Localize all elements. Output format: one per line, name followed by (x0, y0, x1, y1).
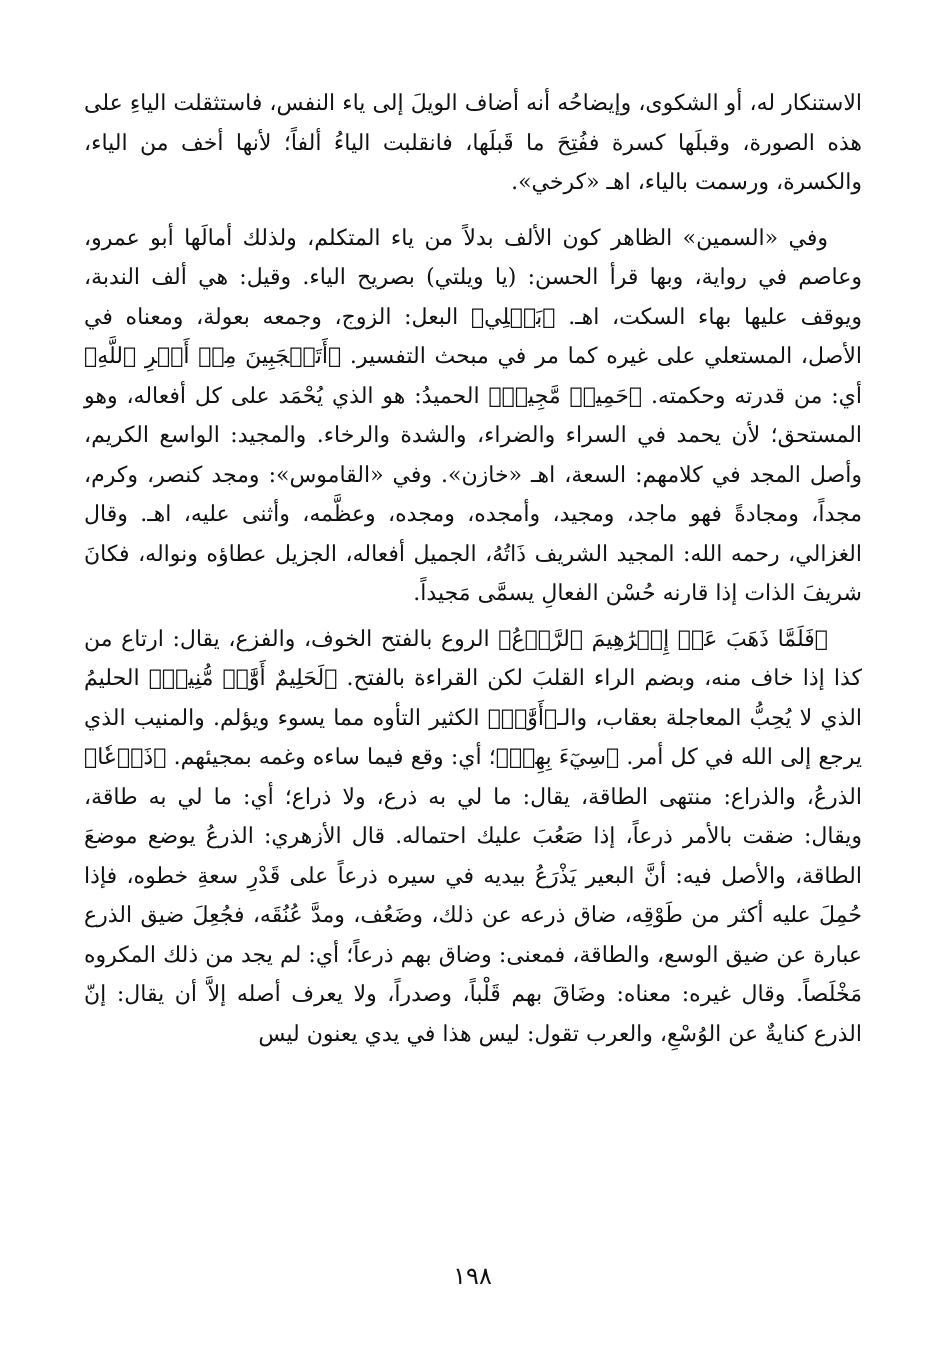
paragraph-3: ﴿فَلَمَّا ذَهَبَ عَنۡ إِبۡرَٰهِيمَ ٱلرَّوۡعُ﴾ الروع بالفتح الخوف، والفزع، يقال: ارتاع من كذا إذا خاف منه، وبضم الراء القلبَ لكن القراءة بالفتح. ﴿لَحَلِيمٌ أَوَّٰهٞ مُّنِيبٞ﴾ الحليمُ الذي لا يُحِبُّ المعاجلة بعقاب، والـ﴿أَوَّٰهٞ﴾ الكثير التأوه مما يسوء ويؤلم. والمنيب الذي يرجع إلى الله في كل أمر. ﴿سِيٓءَ بِهِمۡ﴾؛ أي: وقع فيما ساءه وغمه بمجيئهم. ﴿ذَرۡعٗا﴾ الذرعُ، والذراع: منتهى الطاقة، يقال: ما لي به ذرع، ولا ذراع؛ أي: ما لي به طاقة، ويقال: ضقت بالأمر ذرعاً، إذا صَعُبَ عليك احتماله. قال الأزهري: الذرعُ يوضع موضعَ الطاقة، والأصل فيه: أنَّ البعير يَذْرَعُ بيديه في سيره ذرعاً على قَدْرِ سعةِ خطوه، فإذا حُمِلَ عليه أكثر من طَوْقِه، ضاق ذرعه عن ذلك، وضَعُف، ومدَّ عُنُقَه، فجُعِلَ ضيق الذرع عبارة عن ضيق الوسع، والطاقة، فمعنى: وضاق بهم ذرعاً؛ أي: لم يجد من ذلك المكروه مَخْلَصاً. وقال غيره: معناه: وضَاقَ بهم قَلْباً، وصدراً، ولا يعرف أصله إلاَّ أن يقال: إنّ الذرع كنايةٌ عن الوُسْعِ، والعرب تقول: ليس هذا في يدي يعنون ليس (84, 626, 862, 1047)
paragraph-2: وفي «السمين» الظاهر كون الألف بدلاً من ياء المتكلم، ولذلك أمالَها أبو عمرو، وعاصم في رواية، وبها قرأ الحسن: (يا ويلتي) بصريح الياء. وقيل: هي ألف الندبة، ويوقف عليها بهاء السكت، اهـ. ﴿بَعۡلِي﴾ البعل: الزوج، وجمعه بعولة، ومعناه في الأصل، المستعلي على غيره كما مر في مبحث التفسير. ﴿أَتَعۡجَبِينَ مِنۡ أَمۡرِ ٱللَّهِ﴾ أي: من قدرته وحكمته. ﴿حَمِيدٞ مَّجِيدٞ﴾ الحميدُ: هو الذي يُحْمَد على كل أفعاله، وهو المستحق؛ لأن يحمد في السراء والضراء، والشدة والرخاء. والمجيد: الواسع الكريم، وأصل المجد في كلامهم: السعة، اهـ «خازن». وفي «القاموس»: ومجد كنصر، وكرم، مجداً، ومجادةً فهو ماجد، ومجيد، وأمجده، ومجده، وعظَّمه، وأثنى عليه، اهـ. وقال الغزالي، رحمه الله: المجيد الشريف ذَاتُهُ، الجميل أفعاله، الجزيل عطاؤه ونواله، فكانَ شريفَ الذات إذا قارنه حُسْن الفعالِ يسمَّى مَجيداً. (84, 225, 863, 606)
page-number: ١٩٨ (453, 1262, 492, 1290)
paragraph-gap (84, 203, 862, 219)
paragraph-1: الاستنكار له، أو الشكوى، وإيضاحُه أنه أضاف الويلَ إلى ياء النفس، فاستثقلت الياءِ على هذه الصورة، وقبلَها كسرة ففُتِحَ ما قَبلَها، فانقلبت الياءُ ألفاً؛ لأنها أخف من الياء، والكسرة، ورسمت بالياء، اهـ «كرخي». (84, 91, 862, 195)
